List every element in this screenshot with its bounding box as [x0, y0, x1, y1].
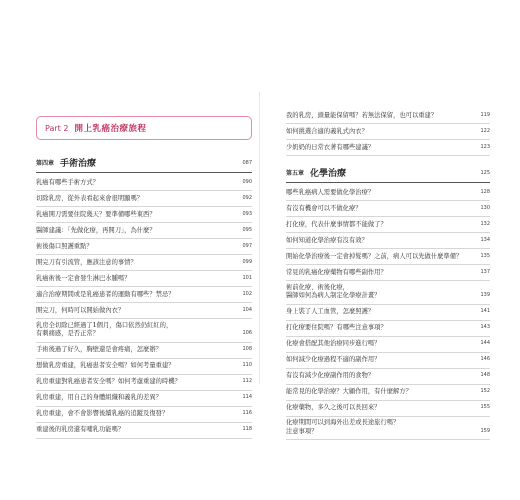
toc-entry [286, 217, 490, 233]
toc-entry [36, 207, 252, 223]
page-number: 152 [480, 388, 490, 394]
toc-entry-title: 切除乳房，從外表看起來會很明顯嗎？ [36, 194, 144, 202]
toc-entry [286, 185, 490, 201]
toc-entry-title: 如何減少化療過程不適的副作用？ [286, 356, 381, 363]
page-number: 148 [480, 372, 490, 378]
page-number: 128 [480, 188, 490, 195]
toc-entry-title: 術前化療、術後化療， 醫師如何為病人制定化學療計畫？ [286, 283, 381, 299]
toc-entry-title: 打化療，代表什麼事情都不能做了？ [286, 220, 387, 228]
page-number: 143 [480, 324, 490, 330]
toc-entry-title: 重建後的乳房還有哺乳功能嗎？ [36, 426, 125, 433]
toc-entry [286, 140, 490, 156]
page-number: 104 [242, 306, 252, 313]
page-number: 099 [242, 258, 252, 265]
toc-entry [286, 369, 490, 385]
toc-entry [286, 401, 490, 417]
page-number: 132 [480, 220, 490, 227]
toc-entry [286, 265, 490, 281]
toc-entry-title: 乳房重建，會不會影響後續乳癌的追蹤及復發？ [36, 410, 169, 417]
part-header [36, 116, 252, 140]
page-number: 141 [480, 308, 490, 314]
page-number: 110 [242, 362, 252, 368]
toc-entry-title: 醫師建議：「先做化療，再開刀」，為什麼？ [36, 226, 156, 234]
toc-entry-title: 如何挑選合適的義乳式內衣？ [286, 127, 368, 135]
page-number: 130 [480, 204, 490, 211]
toc-entry-title: 開完刀，何時可以開始做內衣？ [36, 306, 125, 314]
toc-entry [286, 108, 490, 124]
toc-list-left [36, 175, 252, 439]
toc-entry [36, 255, 252, 271]
toc-entry [36, 391, 252, 407]
toc-entry-title: 乳癌術後一定會發生淋巴水腫嗎？ [36, 274, 131, 282]
toc-entry [286, 233, 490, 249]
toc-entry [36, 303, 252, 319]
toc-entry-title: 打化療要住院嗎？有哪些注意事項？ [286, 324, 387, 331]
toc-entry [36, 407, 252, 423]
page-number: 119 [480, 111, 490, 118]
toc-entry-title: 我的乳房，頭量能保留嗎？若無法保留，也可以重建？ [286, 111, 438, 119]
toc-entry [36, 359, 252, 375]
page-number: 123 [480, 143, 490, 150]
toc-entry [36, 319, 252, 343]
toc-entry [286, 124, 490, 140]
toc-list-right [286, 185, 490, 440]
chapter-title: 化學治療 [310, 169, 347, 179]
page-number: 106 [242, 330, 252, 336]
toc-entry [36, 287, 252, 303]
page-number: 101 [242, 274, 252, 281]
chapter-heading [286, 164, 490, 183]
toc-entry-title: 乳房重建對乳癌患者安全嗎？如何考慮重建的時機？ [36, 378, 181, 385]
toc-entry [286, 321, 490, 337]
toc-entry [286, 249, 490, 265]
toc-entry-title: 如何知道化學治療有沒有效？ [286, 236, 368, 244]
page-number: 135 [480, 252, 490, 259]
toc-entry [36, 423, 252, 439]
page-number: 093 [242, 210, 252, 217]
toc-entry-title: 術後傷口照護重點？ [36, 242, 93, 250]
page-number: 125 [480, 169, 490, 176]
part-title: 開上乳癌治療旅程 [74, 124, 147, 134]
toc-entry [286, 385, 490, 401]
page-number: 102 [242, 290, 252, 297]
toc-entry [286, 201, 490, 217]
page-number: 139 [480, 292, 490, 298]
toc-entry [286, 417, 490, 441]
page-number: 134 [480, 236, 490, 243]
chapter-heading [36, 154, 252, 173]
part-label: Part 2 [45, 123, 69, 133]
toc-entry [36, 223, 252, 239]
toc-entry [286, 337, 490, 353]
toc-entry [36, 191, 252, 207]
page-number: 092 [242, 194, 252, 201]
page-gutter [259, 92, 260, 384]
toc-entry-title: 適合治療期間或是乳癌患者的運動有哪些？禁忌？ [36, 290, 175, 298]
page-number: 114 [242, 394, 252, 400]
toc-entry-title: 乳房全切除已經過了1個月，傷口依然仍紅紅的， 有刺痛感，是否正常？ [36, 321, 173, 337]
left-page [36, 116, 252, 439]
toc-entry-title: 化療期間可以到海外出差或長途旅行嗎？ 注意事項？ [286, 419, 400, 435]
page-number: 118 [242, 426, 252, 432]
toc-entry [286, 305, 490, 321]
page-number: 159 [480, 427, 490, 434]
toc-entry [36, 375, 252, 391]
page-number: 108 [242, 346, 252, 352]
toc-entry-title: 化療藥物，多久之後可以長回來？ [286, 404, 381, 411]
toc-entry-title: 有沒有減少化療副作用的食物？ [286, 372, 375, 379]
page-number: 112 [242, 378, 252, 384]
page-number: 116 [242, 410, 252, 416]
toc-entry-title: 哪些乳癌病人需要做化學治療？ [286, 188, 375, 196]
toc-entry-title: 化療會搭配其他治療同步進行嗎？ [286, 340, 381, 347]
chapter-number: 第五章 [286, 170, 305, 177]
toc-entry-title: 乳癌開刀需要住院幾天？要準備哪些東西？ [36, 210, 156, 218]
toc-entry [36, 175, 252, 191]
page-number: 155 [480, 404, 490, 410]
toc-entry-title: 身上裝了人工血管，怎麼照護？ [286, 308, 375, 315]
chapter-title: 手術治療 [60, 159, 97, 169]
right-page [286, 108, 490, 440]
toc-list-right-top [286, 108, 490, 156]
toc-entry [36, 271, 252, 287]
page-number: 122 [480, 127, 490, 134]
toc-entry [286, 353, 490, 369]
toc-entry [286, 281, 490, 305]
toc-entry-title: 乳癌有哪些手術方式？ [36, 178, 99, 186]
toc-entry-title: 乳房重建，用自己的身體組織和義乳的差異？ [36, 394, 162, 401]
toc-entry-title: 開始化學治療後一定會掉髮嗎？之前，病人可以先做什麼準備？ [286, 252, 463, 260]
page-number: 087 [242, 159, 252, 166]
chapter-number: 第四章 [36, 160, 55, 167]
toc-entry [36, 239, 252, 255]
page-number: 144 [480, 340, 490, 346]
toc-entry [36, 343, 252, 359]
page-number: 095 [242, 226, 252, 233]
toc-entry-title: 手術後過了好久，胸壁還是會疼痛，怎麼辦？ [36, 346, 162, 353]
page-number: 146 [480, 356, 490, 362]
toc-entry-title: 想做乳房重建，乳癌患者安全嗎？如何考量重建？ [36, 362, 175, 369]
page-number: 137 [480, 268, 490, 275]
toc-entry-title: 常見的乳癌化療藥物有哪些副作用？ [286, 268, 387, 276]
toc-entry-title: 少奶奶的日常衣著有哪些建議？ [286, 143, 375, 151]
toc-entry-title: 能常見的化學治療？大顧作用，有什麼解方？ [286, 388, 412, 395]
page-number: 097 [242, 242, 252, 249]
toc-entry-title: 開完刀有引流管，應該注意的事情？ [36, 258, 137, 266]
toc-entry-title: 有沒有機會可以不做化療？ [286, 204, 362, 212]
page-number: 090 [242, 178, 252, 185]
